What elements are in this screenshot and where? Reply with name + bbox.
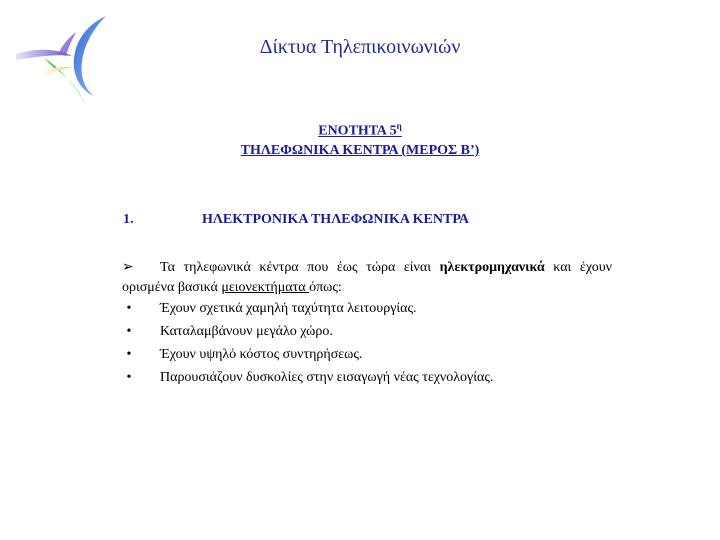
section-heading (0, 121, 720, 140)
section-subheading: ΤΗΛΕΦΩΝΙΚΑ ΚΕΝΤΡΑ (ΜΕΡΟΣ Β’) (240, 143, 480, 158)
intro-underlined-term: μειονεκτήματα (221, 280, 310, 295)
section-heading-text: ΕΝΟΤΗΤΑ 5 (318, 123, 397, 139)
bullet-dot-icon: • (126, 324, 132, 339)
list-item-text: Έχουν υψηλό κόστος συντηρήσεως. (160, 347, 363, 362)
list-item-text: Παρουσιάζουν δυσκολίες στην εισαγωγή νέας τεχνολογίας. (160, 370, 494, 385)
list-item-text: Καταλαμβάνουν μεγάλο χώρο. (160, 324, 333, 339)
bullet-dot-icon: • (126, 347, 132, 362)
list-item-text: Έχουν σχετικά χαμηλή ταχύτητα λειτουργίας. (160, 301, 417, 316)
intro-text-part1: Τα τηλεφωνικά κέντρα που έως τώρα είναι (160, 260, 440, 275)
arrow-bullet-icon: ➢ (122, 260, 134, 275)
intro-text-part3: όπως: (309, 280, 342, 295)
section-heading-superscript: η (396, 121, 402, 131)
numbered-heading-number: 1. (123, 212, 134, 227)
intro-text-part2: και έχουν ορισμένα βασικά (122, 260, 612, 295)
numbered-heading-text: ΗΛΕΚΤΡΟΝΙΚΑ ΤΗΛΕΦΩΝΙΚΑ ΚΕΝΤΡΑ (202, 212, 469, 227)
bullet-dot-icon: • (126, 370, 132, 385)
bullet-dot-icon: • (126, 301, 132, 316)
swoosh-logo-icon (14, 12, 114, 112)
intro-paragraph (122, 258, 612, 298)
intro-bold-term: ηλεκτρομηχανικά (439, 260, 545, 275)
page-title: Δίκτυα Τηλεπικοινωνιών (259, 36, 461, 58)
